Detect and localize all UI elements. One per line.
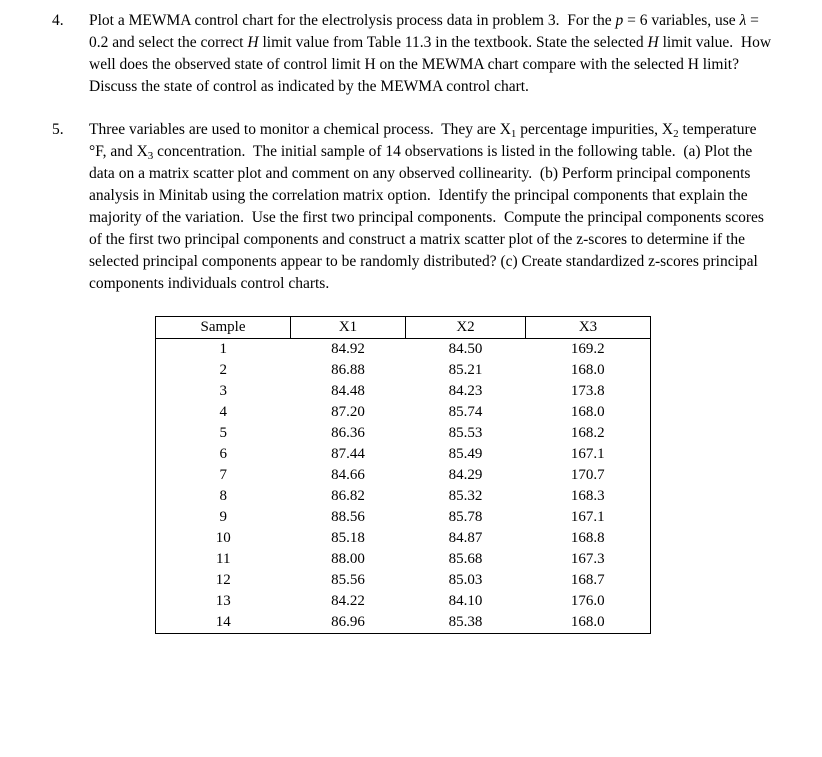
problem-4-text	[89, 10, 776, 98]
table-cell: 84.22	[331, 593, 365, 609]
table-row	[156, 612, 651, 634]
table-row	[156, 591, 651, 612]
table-cell: 14	[215, 614, 231, 630]
table-cell: 169.2	[570, 341, 605, 357]
table-row	[156, 507, 651, 528]
table-cell: 168.0	[570, 362, 605, 378]
table-cell: 11	[216, 551, 231, 567]
table-row	[156, 528, 651, 549]
table-cell: 85.78	[448, 509, 483, 525]
text-segment: Three variables are used to monitor a chemical process. They are X	[89, 121, 511, 138]
text-segment: percentage impurities, X	[516, 121, 674, 138]
problem-4	[52, 10, 776, 98]
table-cell: 85.18	[331, 530, 365, 546]
column-header-sample: Sample	[156, 317, 291, 339]
problem-4-number: 4.	[52, 12, 64, 29]
problem-5	[52, 119, 776, 295]
table-cell: 87.20	[331, 404, 365, 420]
table-cell: 88.56	[331, 509, 365, 525]
table-cell: 168.0	[570, 404, 605, 420]
table-row	[156, 423, 651, 444]
column-header-x3: X3	[526, 317, 651, 339]
table-cell: 85.21	[448, 362, 483, 378]
table-cell: 176.0	[570, 593, 605, 609]
text-segment: temperature °F, and X	[89, 121, 761, 160]
table-cell: 6	[219, 446, 227, 462]
table-cell: 3	[219, 383, 227, 399]
text-segment: p	[615, 12, 624, 29]
table-cell: 86.96	[331, 614, 365, 630]
table-cell: 88.00	[331, 551, 365, 567]
table-cell: 85.68	[448, 551, 483, 567]
text-segment: limit value from Table 11.3 in the textbook. State the selected	[258, 34, 648, 51]
table-body	[156, 339, 651, 634]
table-cell: 85.49	[448, 446, 483, 462]
table-cell: 84.50	[448, 341, 483, 357]
table-cell: 85.53	[448, 425, 483, 441]
text-segment: 2	[673, 128, 679, 140]
table-cell: 7	[219, 467, 227, 483]
table-cell: 167.3	[570, 551, 605, 567]
table-cell: 84.10	[448, 593, 483, 609]
text-segment: 1	[510, 128, 517, 140]
table-cell: 85.03	[448, 572, 483, 588]
table-cell: 85.56	[331, 572, 365, 588]
table-row	[156, 402, 651, 423]
table-cell: 8	[219, 488, 227, 504]
table-cell: 167.1	[570, 446, 605, 462]
table-cell: 168.0	[570, 614, 605, 630]
table-cell: 84.87	[448, 530, 483, 546]
text-segment: Plot a MEWMA control chart for the electrolysis process data in problem 3. For the	[89, 12, 616, 29]
table-cell: 4	[219, 404, 227, 420]
table-row	[156, 339, 651, 361]
column-header-x1: X1	[291, 317, 406, 339]
table-cell: 84.92	[331, 341, 365, 357]
table-row	[156, 360, 651, 381]
table-cell: 84.29	[448, 467, 483, 483]
table-cell: 2	[219, 362, 227, 378]
table-cell: 85.74	[448, 404, 483, 420]
text-segment: 3	[147, 150, 154, 162]
table-row	[156, 570, 651, 591]
table-cell: 13	[215, 593, 231, 609]
column-header-x2: X2	[406, 317, 526, 339]
table-cell: 86.88	[331, 362, 365, 378]
table-cell: 168.2	[570, 425, 605, 441]
table-cell: 9	[219, 509, 227, 525]
table-header-row	[156, 317, 651, 339]
table-cell: 87.44	[331, 446, 365, 462]
table-cell: 10	[215, 530, 231, 546]
table-cell: 168.3	[570, 488, 605, 504]
table-cell: 84.66	[331, 467, 365, 483]
table-cell: 168.7	[570, 572, 605, 588]
table-cell: 86.36	[331, 425, 365, 441]
table-cell: 84.23	[448, 383, 483, 399]
text-segment: = 0.2 and select the correct	[89, 12, 763, 51]
table-cell: 1	[219, 341, 227, 357]
table-row	[156, 465, 651, 486]
text-segment: H	[647, 34, 659, 51]
data-table	[155, 316, 651, 634]
table-row	[156, 486, 651, 507]
text-segment: λ	[739, 12, 747, 29]
text-segment: concentration. The initial sample of 14 observations is listed in the following table. (a) Plot the data on a matrix scatter plot and comment on any observed collinearity. (b) Perform principal components analysis in Minitab using the correlation matrix option. Identify the principal components that explain the majority of the variation. Use the first two principal components. Compute the principal components scores of the first two principal components and construct a matrix scatter plot of the z-scores to determine if the selected principal components appear to be randomly distributed? (c) Create standardized z-scores principal components individuals control charts.	[89, 143, 768, 292]
table-cell: 170.7	[570, 467, 605, 483]
table-cell: 86.82	[331, 488, 365, 504]
text-segment: = 6 variables, use	[623, 12, 740, 29]
table-cell: 84.48	[331, 383, 365, 399]
table-row	[156, 444, 651, 465]
table-cell: 173.8	[570, 383, 605, 399]
table-row	[156, 381, 651, 402]
table-cell: 5	[219, 425, 227, 441]
table-cell: 12	[215, 572, 231, 588]
text-segment: limit value. How well does the observed state of control limit H on the MEWMA chart compare with the selected H limit? Discuss the state of control as indicated by the MEWMA control chart.	[89, 34, 775, 95]
table-row	[156, 549, 651, 570]
table-cell: 167.1	[570, 509, 605, 525]
text-segment: H	[247, 34, 259, 51]
table-cell: 168.8	[570, 530, 605, 546]
table-cell: 85.38	[448, 614, 483, 630]
problem-5-number: 5.	[52, 121, 64, 138]
table-cell: 85.32	[448, 488, 483, 504]
problem-5-text	[89, 119, 776, 295]
